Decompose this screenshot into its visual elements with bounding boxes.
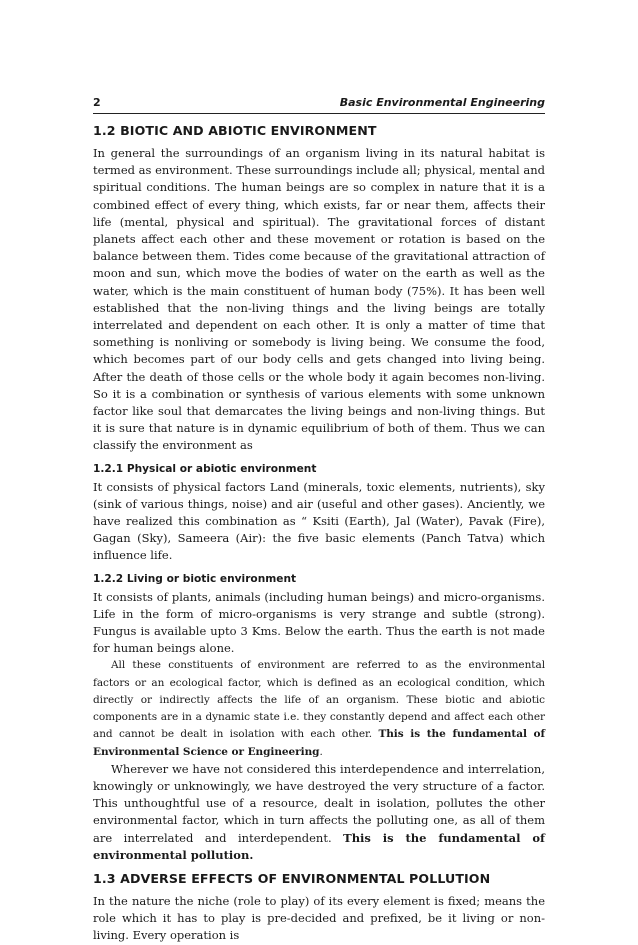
section-heading-1-2: 1.2 BIOTIC AND ABIOTIC ENVIRONMENT	[93, 123, 377, 138]
page-number: 2	[93, 96, 101, 109]
page-body	[93, 121, 545, 945]
subsection-heading-1-2-2: 1.2.2 Living or biotic environment	[93, 572, 297, 585]
section-1-2-2-paragraph-3	[93, 761, 545, 864]
section-1-3-paragraph: In the nature the niche (role to play) of its every element is fixed; means the role which it has to play is pre-decided and prefixed, be it living or non-living. Every operation is	[93, 893, 545, 943]
section-heading-1-3: 1.3 ADVERSE EFFECTS OF ENVIRONMENTAL POLLUTION	[93, 870, 491, 886]
section-1-2-1-paragraph: It consists of physical factors Land (minerals, toxic elements, nutrients), sky (sink of various things, noise) and air (useful and other gases). Anciently, we have realized this combination as “ Ksiti (Earth), Jal (Water), Pavak (Fire), Gagan (Sky), Sameera (Air): the five basic elements (Panch Tatva) which influence life.	[93, 479, 545, 563]
running-header	[93, 95, 545, 114]
subsection-heading-1-2-1: 1.2.1 Physical or abiotic environment	[93, 462, 317, 475]
section-1-2-2-paragraph-1: It consists of plants, animals (including human beings) and micro-organisms. Life in the form of micro-organisms is very strange and subtle (strong). Fungus is available upto 3 Kms. Below the earth. Thus the earth is not made for human beings alone.	[93, 589, 545, 656]
paragraph-2-period: .	[319, 745, 323, 758]
paragraph-2-emphasis: This is the fundamental of Environmental Science or Engineering	[93, 728, 545, 758]
paragraph-2-text: All these constituents of environment are referred to as the environmental factors or an ecological factor, which is defined as an ecological condition, which directly or indirectly affects the life of an organism. These biotic and abiotic components are in a dynamic state i.e. they constantly depend and affect each other and cannot be dealt in isolation with each other.	[93, 659, 545, 741]
section-1-2-paragraph: In general the surroundings of an organism living in its natural habitat is termed as environment. These surroundings include all; physical, mental and spiritual conditions. The human beings are so complex in nature that it is a combined effect of every thing, which exists, far or near them, affects their life (mental, physical and spiritual). The gravitational forces of distant planets affect each other and these movement or rotation is based on the balance between them. Tides come because of the gravitational attraction of moon and sun, which move the bodies of water on the earth as well as the water, which is the main constituent of human body (75%). It has been well established that the non-living things and the living beings are totally interrelated and dependent on each other. It is only a matter of time that something is nonliving or somebody is living being. We consume the food, which becomes part of our body cells and gets changed into living being. After the death of those cells or the whole body it again becomes non-living. So it is a combination or synthesis of various elements with some unknown factor like soul that demarcates the living beings and non-living things. But it is sure that nature is in dynamic equilibrium of both of them. Thus we can classify the environment as	[93, 146, 545, 453]
paragraph-3-emphasis: This is the fundamental of environmental pollution.	[93, 830, 545, 862]
section-1-2-2-paragraph-2	[93, 657, 545, 760]
paragraph-3-text: Wherever we have not considered this interdependence and interrelation, knowingly or unknowingly, we have destroyed the very structure of a factor. This unthoughtful use of a resource, dealt in isolation, pollutes the other environmental factor, which in turn affects the polluting one, as all of them are interrelated and interdependent.	[93, 761, 545, 845]
running-title: Basic Environmental Engineering	[339, 96, 545, 109]
